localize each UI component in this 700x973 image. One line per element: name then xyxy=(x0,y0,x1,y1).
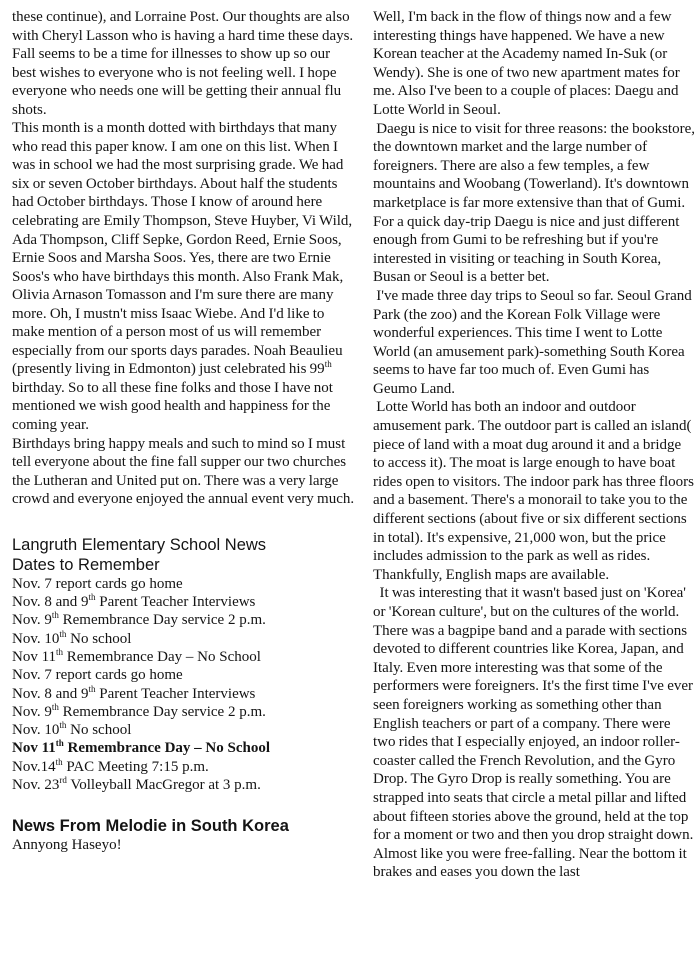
birthdays-text-a: This month is a month dotted with birthdays that many who read this paper know. I am one on this list. When I was in school we had the most surprising grade. We had six or seven October birthdays. About half the students had October birthdays. Those I know of around here celebrating are Emily Thompson, Steve Huyber, Vi Wild, Ada Thompson, Cliff Sepke, Gordon Reed, Ernie Soos, Ernie Soos and Marsha Soos. Yes, there are two Ernie Soos's who have birthdays this month. Also Frank Mak, Olivia Arnason Tomasson and I'm sure there are many more. Oh, I mustn't miss Isaac Wiebe. And I'd like to make mention of a person most of us will remember especially from our sports days parades. Noah Beaulieu (presently living in Edmonton) just celebrated his 99 xyxy=(12,120,355,378)
paragraph-fall-supper: Birthdays bring happy meals and such to mind so I must tell everyone about the fine fall supper our two churches the Lutheran and United put on. There was a very large crowd and everyone enjoyed the annual event very much. xyxy=(12,435,355,508)
date-item xyxy=(12,776,357,794)
date-item-description: PAC Meeting 7:15 p.m. xyxy=(62,758,209,775)
date-item-description: Remembrance Day service 2 p.m. xyxy=(58,703,266,720)
paragraph-lotte-world: Lotte World has both an indoor and outdoor amusement park. The outdoor part is called an island( piece of land with a moat dug around it and a bridge to access it). The moat is large enough to have boat rides open to visitors. The indoor park has three floors and a basement. There's a monorail to take you to the different sections (about five or six different sections in total). It's expensive, 21,000 won, but the price includes admission to the park as well as rides. Thankfully, English maps are available. xyxy=(373,399,698,583)
date-ordinal: th xyxy=(56,646,64,657)
date-item xyxy=(12,721,357,739)
date-item xyxy=(12,611,357,629)
date-item xyxy=(12,703,357,721)
date-item-text: Nov 11 xyxy=(12,648,57,665)
left-column xyxy=(12,8,357,854)
date-item-text: Nov. 10 xyxy=(12,722,60,739)
date-item-description: Remembrance Day service 2 p.m. xyxy=(58,612,266,629)
right-column xyxy=(373,8,699,882)
paragraph-daegu: Daegu is nice to visit for three reasons: the bookstore, the downtown market and the large number of foreigners. There are also a few temples, a few mountains and Woobang (Towerland). It's downtown marketplace is far more extensive than that of Gumi. For a quick day-trip Daegu is nice and just different enough from Gumi to be refreshing but if you're interested in visiting or teaching in South Korea, Busan or Seoul is a better bet. xyxy=(373,120,699,286)
korea-greeting: Annyong Haseyo! xyxy=(12,837,122,854)
date-ordinal: th xyxy=(55,738,64,749)
date-item-text: Nov. 8 and 9 xyxy=(12,594,89,611)
birthdays-text-b: birthday. So to all these fine folks and those I have not mentioned we wish good health and happiness for the coming year. xyxy=(12,361,337,434)
date-item-description: No school xyxy=(66,722,132,739)
date-item xyxy=(12,593,357,611)
birthday-ordinal: th xyxy=(324,359,332,370)
section-gap xyxy=(12,509,357,535)
paragraph-wellwishes: these continue), and Lorraine Post. Our thoughts are also with Cheryl Lasson who is having a hard time these days. Fall seems to be a time for illnesses to show up so our best wishes to everyone who is not feeling well. I hope everyone who needs one will be getting their annual flu shots. xyxy=(12,9,357,118)
date-ordinal: th xyxy=(51,610,59,621)
section-gap xyxy=(12,794,357,816)
date-item-text: Nov. 23 xyxy=(12,777,60,794)
paragraph-birthdays xyxy=(12,119,357,434)
date-item-description: Remembrance Day – No School xyxy=(63,648,261,665)
date-item-description: Remembrance Day – No School xyxy=(63,740,271,757)
date-item-text: Nov. 7 report cards go home xyxy=(12,667,183,684)
date-ordinal: th xyxy=(88,592,96,603)
date-ordinal: th xyxy=(51,701,59,712)
paragraph-seoul: I've made three day trips to Seoul so far. Seoul Grand Park (the zoo) and the Korean Folk Village were wonderful experiences. This time I went to Lotte World (an amusement park)-something South Korea seems to have far too much of. Even Gumi has Geumo Land. xyxy=(373,287,696,397)
korea-news-title: News From Melodie in South Korea xyxy=(12,817,289,836)
paragraph-intro: Well, I'm back in the flow of things now and a few interesting things have happened. We have a new Korean teacher at the Academy named In-Suk (or Wendy). She is one of two new apartment mates for me. Also I've been to a couple of places: Daegu and Lotte World in Seoul. xyxy=(373,9,683,118)
date-item xyxy=(12,685,357,703)
date-item-text: Nov.14 xyxy=(12,758,56,775)
date-item-description: No school xyxy=(66,630,132,647)
dates-list xyxy=(12,575,357,795)
date-ordinal: th xyxy=(55,756,63,767)
date-item-text: Nov. 7 report cards go home xyxy=(12,575,183,592)
date-item xyxy=(12,648,357,666)
date-item xyxy=(12,666,357,684)
date-item-text: Nov. 9 xyxy=(12,612,52,629)
date-ordinal: th xyxy=(88,683,96,694)
date-ordinal: rd xyxy=(59,775,67,786)
date-item-text: Nov. 8 and 9 xyxy=(12,685,89,702)
school-news-title: Langruth Elementary School News xyxy=(12,535,267,554)
date-ordinal: th xyxy=(59,720,67,731)
date-item-text: Nov. 9 xyxy=(12,703,52,720)
paragraph-culture: It was interesting that it wasn't based just on 'Korea' or 'Korean culture', but on the cultures of the world. There was a bagpipe band and a parade with sections devoted to different countries like Korea, Japan, and Italy. Even more interesting was that some of the performers were foreigners. It's the first time I've ever seen foreigners working as something other than English teachers or part of a company. There were two rides that I especially enjoyed, an indoor roller-coaster called the French Revolution, and the Gyro Drop. The Gyro Drop is really something. You are strapped into seats that circle a metal pillar and lifted about fifteen stories above the ground, held at the top for a moment or two and then you drop straight down. Almost like you were free-falling. Near the bottom it brakes and eases you down the last xyxy=(373,585,697,881)
date-item-description: Parent Teacher Interviews xyxy=(95,594,256,611)
date-item-description: Parent Teacher Interviews xyxy=(95,685,256,702)
date-ordinal: th xyxy=(59,628,67,639)
dates-subtitle: Dates to Remember xyxy=(12,555,160,574)
date-item xyxy=(12,758,357,776)
date-item xyxy=(12,575,357,593)
date-item-text: Nov. 10 xyxy=(12,630,60,647)
date-item-description: Volleyball MacGregor at 3 p.m. xyxy=(66,777,261,794)
date-item xyxy=(12,739,357,757)
date-item xyxy=(12,630,357,648)
date-item-text: Nov 11 xyxy=(12,740,56,757)
